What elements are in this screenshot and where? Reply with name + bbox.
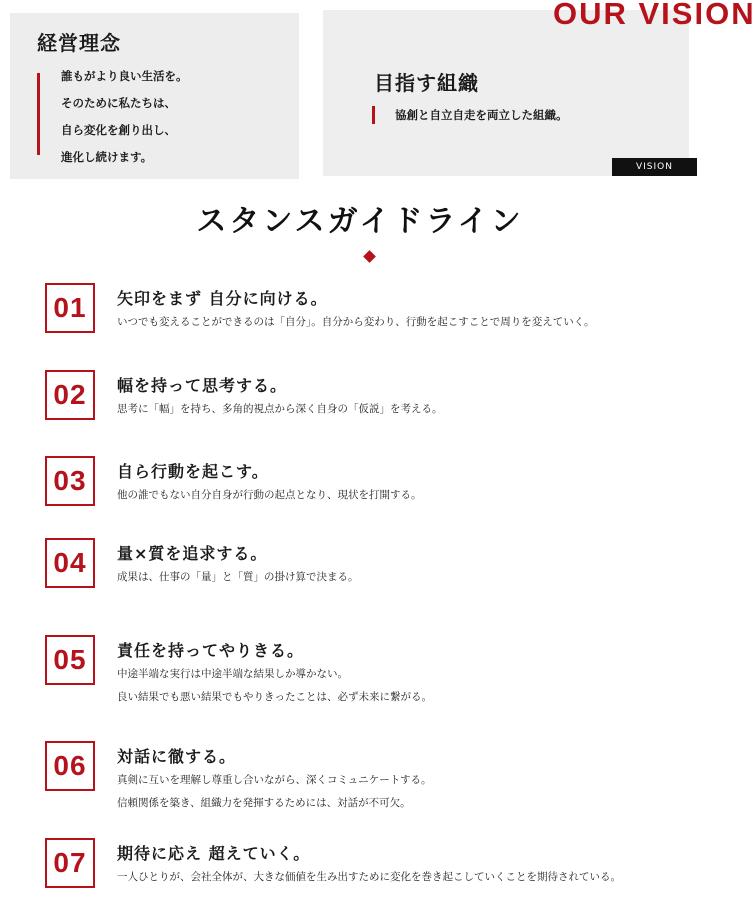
philosophy-lines: [61, 63, 188, 171]
guideline-item-desc: 思考に「幅」を持ち、多角的視点から深く自身の「仮説」を考える。: [117, 403, 443, 415]
guideline-number: 02: [45, 370, 95, 420]
guideline-number: 01: [45, 283, 95, 333]
philosophy-line: 誰もがより良い生活を。: [61, 69, 188, 83]
guideline-item-desc: 他の誰でもない自分自身が行動の起点となり、現状を打開する。: [117, 489, 422, 501]
philosophy-line: そのために私たちは、: [61, 96, 176, 110]
vision-accent-bar: [372, 106, 375, 124]
guideline-item-desc: 一人ひとりが、会社全体が、大きな価値を生み出すために変化を巻き起こしていくことを期待されている。: [117, 871, 621, 883]
guideline-item-title: 責任を持ってやりきる。: [117, 641, 305, 660]
guideline-item-desc: いつでも変えることができるのは「自分」。自分から変わり、行動を起こすことで周りを変えていく。: [117, 316, 595, 328]
guideline-number: 06: [45, 741, 95, 791]
guideline-item-title: 量×質を追求する。: [117, 544, 268, 563]
vision-line: 協創と自立自走を両立した組織。: [395, 108, 568, 122]
guideline-title: スタンスガイドライン: [196, 204, 524, 239]
guideline-item-title: 対話に徹する。: [117, 747, 237, 766]
philosophy-title: 経営理念: [37, 31, 121, 55]
vision-title: 目指す組織: [374, 71, 479, 95]
philosophy-accent-bar: [37, 73, 40, 155]
our-vision-heading: OUR VISION: [553, 0, 756, 31]
guideline-item-desc: 成果は、仕事の「量」と「質」の掛け算で決まる。: [117, 571, 359, 583]
guideline-number: 04: [45, 538, 95, 588]
philosophy-line: 進化し続けます。: [61, 150, 153, 164]
guideline-number: 03: [45, 456, 95, 506]
vision-tag: VISION: [612, 158, 697, 176]
philosophy-line: 自ら変化を創り出し、: [61, 123, 176, 137]
guideline-item-title: 幅を持って思考する。: [117, 376, 288, 395]
guideline-item-desc: 真剣に互いを理解し尊重し合いながら、深くコミュニケートする。: [117, 774, 432, 786]
guideline-item-title: 自ら行動を起こす。: [117, 462, 269, 481]
diamond-icon: [363, 250, 376, 263]
guideline-item-title: 矢印をまず 自分に向ける。: [117, 289, 328, 308]
guideline-item-desc: 中途半端な実行は中途半端な結果しか導かない。: [117, 668, 348, 680]
vision-card: [323, 10, 689, 176]
guideline-item-title: 期待に応え 超えていく。: [117, 844, 311, 863]
guideline-item-desc: 良い結果でも悪い結果でもやりきったことは、必ず未来に繋がる。: [117, 691, 432, 703]
guideline-number: 07: [45, 838, 95, 888]
guideline-item-desc: 信頼関係を築き、組織力を発揮するためには、対話が不可欠。: [117, 797, 411, 809]
philosophy-card: [10, 13, 299, 179]
guideline-number: 05: [45, 635, 95, 685]
